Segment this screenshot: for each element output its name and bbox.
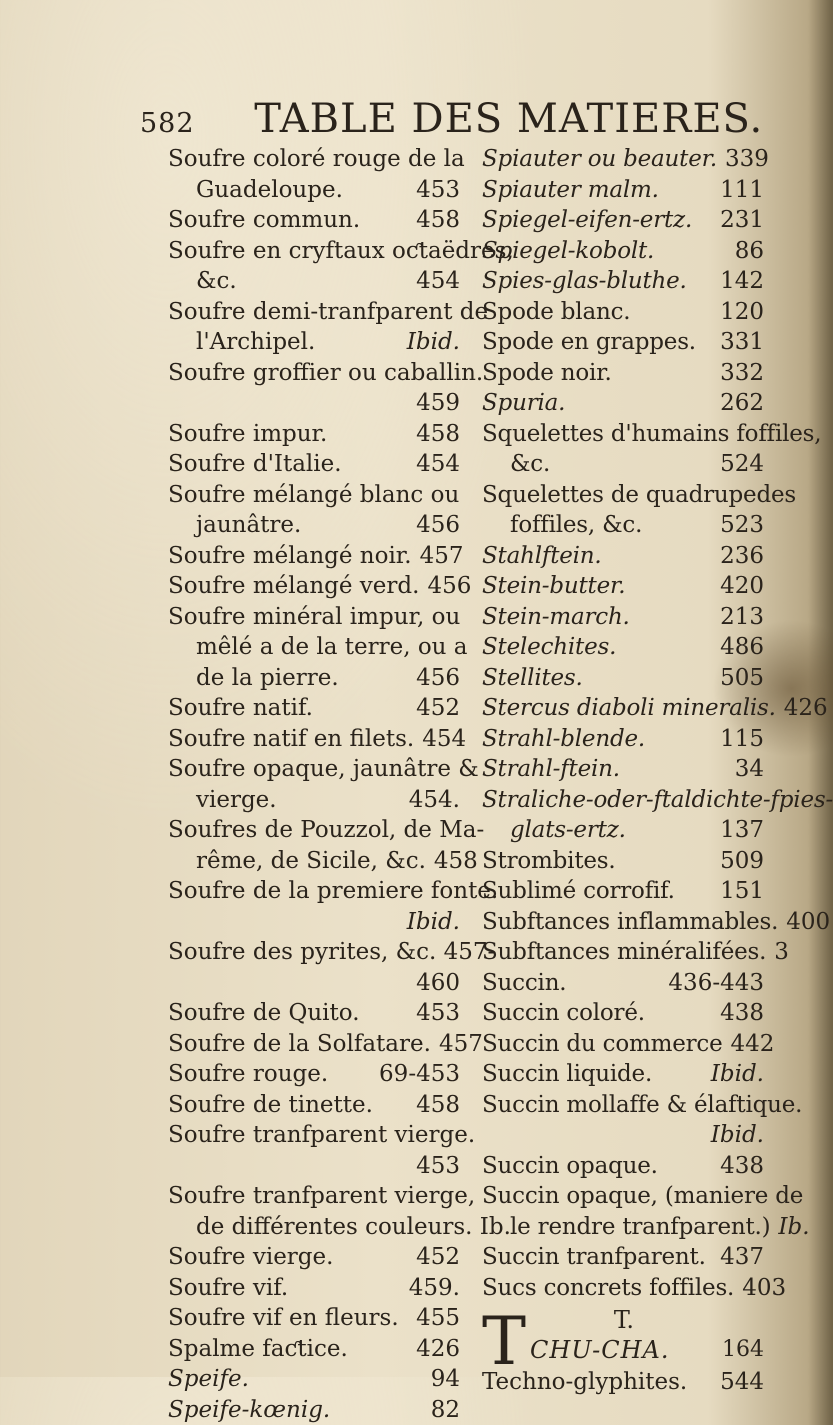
index-entry [482,1029,764,1060]
index-entry [482,1212,764,1243]
entry-page-number: 457 [439,1029,483,1060]
entry-page-number: 453 [416,1151,460,1182]
index-entry [168,388,460,419]
index-entry [482,693,764,724]
index-entry [482,419,764,450]
entry-page-number: 164 [722,1335,764,1368]
entry-text: Squelettes de quadrupedes [482,480,796,511]
index-entry [482,1059,764,1090]
entry-text: Spies-glas-bluthe. [482,266,687,297]
entry-page-number: 523 [720,510,764,541]
entry-text: Succin. [482,968,566,999]
entry-page-number: 486 [720,632,764,663]
entry-page-number: 213 [720,602,764,633]
index-entry [168,1120,460,1151]
entry-page-number: 454 [422,724,466,755]
entry-page-number: 400 [786,907,830,938]
index-entry [168,327,460,358]
page-number: 582 [140,108,195,139]
index-entry [482,1367,764,1398]
entry-page-number: 454 [416,266,460,297]
entry-text: Soufre des pyrites, &c. 457- [168,937,495,968]
entry-text: Straliche-oder-ftaldichte-fpies- [482,785,833,816]
index-entry [482,205,764,236]
entry-page-number: 403 [742,1273,786,1304]
entry-page-number: 438 [720,998,764,1029]
index-entry [482,541,764,572]
index-entry [482,1120,764,1151]
entry-text: Spode noir. [482,358,612,389]
entry-page-number: 332 [720,358,764,389]
index-entry [482,388,764,419]
entry-page-number: 460 [416,968,460,999]
index-entry [482,998,764,1029]
index-entry [482,632,764,663]
drop-cap: T [482,1317,526,1367]
entry-text: Spalme faƈtice. [168,1334,348,1365]
entry-text: Succin liquide. [482,1059,652,1090]
entry-text: Soufre tranfparent vierge. [168,1120,475,1151]
index-entry [168,998,460,1029]
entry-page-number: 3 [774,937,789,968]
index-entry [168,846,460,877]
entry-text: foffiles, &c. [510,510,642,541]
entry-page-number: 120 [720,297,764,328]
index-entry [168,205,460,236]
entry-page-number: 457 [420,541,464,572]
index-entry [168,419,460,450]
entry-text: Succin tranfparent. [482,1242,706,1273]
index-entry [482,571,764,602]
entry-page-number: 86 [735,236,764,267]
entry-text: de la pierre. [196,663,339,694]
entry-page-number: 458 [416,1090,460,1121]
index-entry [482,175,764,206]
entry-text: Soufre de la Solfatare. [168,1029,431,1060]
entry-text: Soufre groffier ou caballin. [168,358,483,389]
index-entry [168,1242,460,1273]
index-entry [168,1029,460,1060]
index-entry [482,876,764,907]
entry-page-number: 456 [416,663,460,694]
index-entry [168,510,460,541]
index-entry [482,1151,764,1182]
index-entry [482,510,764,541]
entry-page-number: Ibid. [711,1120,764,1151]
entry-text: Strahl-blende. [482,724,645,755]
entry-page-number: Ibid. [407,907,460,938]
index-entry [482,297,764,328]
entry-text: Soufre mélangé noir. [168,541,412,572]
entry-page-number: 438 [720,1151,764,1182]
index-entry [168,663,460,694]
index-entry [168,785,460,816]
index-left-column [168,144,460,1425]
entry-text: Spiauter malm. [482,175,659,206]
entry-page-number: 453 [416,175,460,206]
entry-page-number: 452 [416,693,460,724]
entry-page-number: 459. [409,1273,460,1304]
entry-page-number: 94 [431,1364,460,1395]
index-entry [482,480,764,511]
entry-text: Speife-kœnig. [168,1395,330,1425]
index-entry [482,1090,764,1121]
entry-text: Squelettes d'humains foffiles, [482,419,821,450]
entry-text: vierge. [196,785,277,816]
index-entry [482,846,764,877]
entry-text: Succin mollaffe & élaftique. [482,1090,802,1121]
entry-text: Soufre minéral impur, ou [168,602,460,633]
index-entry [168,1334,460,1365]
entry-page-number: 262 [720,388,764,419]
entry-page-number: 437 [720,1242,764,1273]
index-entry [482,358,764,389]
entry-text: Soufre vif en fleurs. [168,1303,399,1334]
entry-page-number: 331 [720,327,764,358]
index-entry [168,1364,460,1395]
entry-text: Soufre de Quito. [168,998,360,1029]
index-entry [482,327,764,358]
entry-page-number: Ibid. [407,327,460,358]
index-entry [168,693,460,724]
index-entry [168,1181,460,1212]
entry-text: Soufre de la premiere fonte. [168,876,498,907]
entry-page-number: 111 [720,175,764,206]
section-t [482,1309,764,1398]
entry-text: Soufre impur. [168,419,327,450]
entry-text: Speife. [168,1364,249,1395]
entry-page-number: Ibid. [711,1059,764,1090]
index-entry [168,632,460,663]
index-entry [168,1090,460,1121]
index-entry [168,937,460,968]
entry-text: Soufre commun. [168,205,360,236]
entry-text: CHU-CHA. [530,1335,669,1368]
entry-page-number: 509 [720,846,764,877]
index-entry [482,266,764,297]
entry-page-number: 454 [416,449,460,480]
entry-page-number: 454. [409,785,460,816]
index-entry [168,266,460,297]
entry-text: Subftances inflammables. [482,907,778,938]
index-entry [482,815,764,846]
entry-page-number: Ib. [778,1212,809,1243]
index-entry [168,754,460,785]
entry-text: Soufre rouge. [168,1059,328,1090]
entry-text: Sucs concrets foffiles. [482,1273,734,1304]
entry-text: Spode en grappes. [482,327,696,358]
entry-page-number: 458 [416,205,460,236]
entry-page-number: 436-443 [668,968,764,999]
entry-text: Soufre vif. [168,1273,288,1304]
entry-text: Soufre tranfparent vierge, [168,1181,475,1212]
index-entry [482,449,764,480]
entry-text: &c. [196,266,237,297]
entry-page-number: 459 [416,388,460,419]
entry-page-number: 115 [720,724,764,755]
index-entry [168,724,460,755]
entry-page-number: 236 [720,541,764,572]
entry-text: Spiegel-eifen-ertz. [482,205,692,236]
index-entry [482,907,764,938]
entry-page-number: 458 [416,419,460,450]
entry-text: Soufre opaque, jaunâtre & [168,754,479,785]
entry-text: Soufre mélangé blanc ou [168,480,459,511]
entry-text: Subftances minéralifées. [482,937,766,968]
entry-text: Soufre demi-tranfparent de [168,297,488,328]
entry-text: Stein-butter. [482,571,625,602]
entry-text: Soufre d'Italie. [168,449,342,480]
entry-page-number: 455 [416,1303,460,1334]
entry-page-number: 456 [427,571,471,602]
index-entry [168,907,460,938]
entry-text: Soufre mélangé verd. [168,571,419,602]
index-entry [482,236,764,267]
entry-page-number: 137 [720,815,764,846]
entry-page-number: 452 [416,1242,460,1273]
index-entry [168,449,460,480]
entry-page-number: 544 [720,1367,764,1398]
index-entry [168,1303,460,1334]
entry-text: l'Archipel. [196,327,315,358]
entry-page-number: 505 [720,663,764,694]
entry-text: Spode blanc. [482,297,630,328]
entry-text: jaunâtre. [196,510,301,541]
entry-text: Soufre vierge. [168,1242,333,1273]
entry-text: Succin du commerce [482,1029,723,1060]
entry-text: Guadeloupe. [196,175,343,206]
page-header [140,96,763,142]
entry-text: Soufres de Pouzzol, de Ma- [168,815,484,846]
entry-page-number: 458 [434,846,478,877]
entry-page-number: 142 [720,266,764,297]
index-entry [168,876,460,907]
index-entry [168,1273,460,1304]
index-entry [168,571,460,602]
entry-page-number: 442 [731,1029,775,1060]
index-entry [482,602,764,633]
entry-text: Soufre de tinette. [168,1090,373,1121]
index-right-column [482,144,764,1398]
section-letter-heading: T. [614,1305,634,1336]
entry-page-number: 69-453 [379,1059,460,1090]
entry-text: Stein-march. [482,602,630,633]
index-entry [168,480,460,511]
entry-text: Techno-glyphites. [482,1367,687,1398]
index-entry [482,937,764,968]
entry-text: Soufre coloré rouge de la [168,144,465,175]
index-entry [168,968,460,999]
entry-text: &c. [510,449,550,480]
entry-text: Soufre natif. [168,693,313,724]
index-entry [168,1151,460,1182]
index-entry [168,815,460,846]
entry-text: Sublimé corrofif. [482,876,675,907]
entry-text: Stahlftein. [482,541,602,572]
entry-page-number: 524 [720,449,764,480]
entry-page-number: 420 [720,571,764,602]
entry-page-number: 34 [735,754,764,785]
index-entry [168,1212,460,1243]
index-entry [168,602,460,633]
entry-text: Succin coloré. [482,998,645,1029]
entry-page-number: 339 [725,144,769,175]
index-entry [168,541,460,572]
index-entry [482,724,764,755]
index-entry [168,144,460,175]
entry-page-number: 82 [431,1395,460,1425]
entry-text: glats-ertz. [510,815,626,846]
entry-page-number: 151 [720,876,764,907]
entry-text: Soufre en cryftaux oƈtaëdres, [168,236,514,267]
index-entry [168,236,460,267]
entry-text: mêlé a de la terre, ou a [196,632,468,663]
entry-text: Spiauter ou beauter. [482,144,717,175]
index-entry [168,1059,460,1090]
index-entry [482,663,764,694]
page-title: TABLE DES MATIERES. [254,96,763,142]
entry-text: Stellites. [482,663,583,694]
entry-text: rême, de Sicile, &c. [196,846,426,877]
index-entry [168,358,460,389]
entry-text: Succin opaque. [482,1151,658,1182]
entry-text: Succin opaque, (maniere de [482,1181,803,1212]
index-entry [482,968,764,999]
index-entry [482,1181,764,1212]
entry-text: Strombites. [482,846,616,877]
index-entry [168,175,460,206]
entry-text: Soufre natif en filets. [168,724,414,755]
entry-text: de différentes couleurs. Ib. [196,1212,511,1243]
entry-text: le rendre tranfparent.) [510,1212,770,1243]
index-entry [482,785,764,816]
index-entry [482,1273,764,1304]
index-entry [168,1395,460,1425]
entry-text: Stelechites. [482,632,616,663]
index-entry [168,297,460,328]
entry-text: Strahl-ftein. [482,754,620,785]
index-entry [482,754,764,785]
entry-page-number: 231 [720,205,764,236]
entry-page-number: 453 [416,998,460,1029]
entry-page-number: 456 [416,510,460,541]
entry-page-number: 426 [416,1334,460,1365]
entry-text: Spiegel-kobolt. [482,236,654,267]
index-entry [482,1242,764,1273]
index-entry [482,144,764,175]
entry-text: Spuria. [482,388,565,419]
entry-page-number: 426 [784,693,828,724]
entry-text: Stercus diaboli mineralis. [482,693,776,724]
